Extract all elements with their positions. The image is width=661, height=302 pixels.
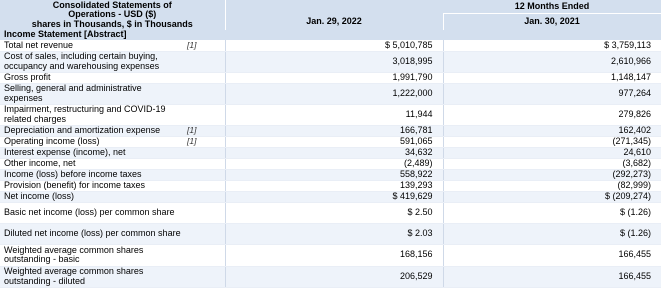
- footnote-ref: [185, 51, 225, 72]
- row-label: Basic net income (loss) per common share: [0, 202, 185, 223]
- table-row: [0, 202, 661, 223]
- row-label: Selling, general and administrative expenses: [0, 83, 185, 104]
- footnote-ref: [185, 266, 225, 287]
- value-2021: (3,682): [443, 158, 661, 169]
- table-row: [0, 72, 661, 83]
- value-2021: (271,345): [443, 136, 661, 147]
- value-2022: 1,222,000: [225, 83, 443, 104]
- value-2021: 166,455: [443, 266, 661, 287]
- value-2022: 206,529: [225, 266, 443, 287]
- value-2022: (2,489): [225, 158, 443, 169]
- footnote-ref: [185, 158, 225, 169]
- period-group-header: 12 Months Ended: [443, 0, 661, 13]
- row-label: Operating income (loss): [0, 136, 185, 147]
- value-2021: $ (1.26): [443, 223, 661, 244]
- value-2022: 1,991,790: [225, 72, 443, 83]
- table-row: [0, 180, 661, 191]
- footnote-ref: [185, 147, 225, 158]
- row-label: Cost of sales, including certain buying, occupancy and warehousing expenses: [0, 51, 185, 72]
- table-row: [0, 104, 661, 125]
- value-2021: 24,610: [443, 147, 661, 158]
- footnote-ref: [185, 244, 225, 266]
- value-2021: $ (1.26): [443, 202, 661, 223]
- table-row: [0, 40, 661, 51]
- value-2022: $ 2.03: [225, 223, 443, 244]
- value-2021: $ (209,274): [443, 191, 661, 202]
- column-header-2021: Jan. 30, 2021: [443, 13, 661, 30]
- value-2022: 166,781: [225, 125, 443, 136]
- table-row: [0, 223, 661, 244]
- column-header-2022: Jan. 29, 2022: [225, 13, 443, 30]
- footnote-ref: [185, 223, 225, 244]
- value-2022: 34,632: [225, 147, 443, 158]
- value-2021: (82,999): [443, 180, 661, 191]
- value-2022: 558,922: [225, 169, 443, 180]
- table-row: [0, 266, 661, 287]
- value-2022: 3,018,995: [225, 51, 443, 72]
- value-2022: $ 419,629: [225, 191, 443, 202]
- value-2021: 977,264: [443, 83, 661, 104]
- table-title: [0, 0, 225, 30]
- row-label: Weighted average common shares outstanding - diluted: [0, 266, 185, 287]
- value-2022: 168,156: [225, 244, 443, 266]
- row-label: Interest expense (income), net: [0, 147, 185, 158]
- row-label: Diluted net income (loss) per common share: [0, 223, 185, 244]
- row-label: Other income, net: [0, 158, 185, 169]
- footnote-ref: [1]: [185, 40, 225, 51]
- table-row: [0, 136, 661, 147]
- row-label: Total net revenue: [0, 40, 185, 51]
- value-2021: 279,826: [443, 104, 661, 125]
- table-row: [0, 83, 661, 104]
- row-label: Income (loss) before income taxes: [0, 169, 185, 180]
- value-2021: 166,455: [443, 244, 661, 266]
- title-line-1: Consolidated Statements of: [52, 0, 172, 10]
- value-2021: (292,273): [443, 169, 661, 180]
- footnote-ref: [185, 202, 225, 223]
- footnote-ref: [185, 72, 225, 83]
- title-line-2: Operations - USD ($): [68, 9, 157, 20]
- row-label: Net income (loss): [0, 191, 185, 202]
- table-row: [0, 191, 661, 202]
- table-row: [0, 147, 661, 158]
- value-2022: $ 5,010,785: [225, 40, 443, 51]
- footnote-ref: [185, 169, 225, 180]
- value-2021: 162,402: [443, 125, 661, 136]
- row-label: Depreciation and amortization expense: [0, 125, 185, 136]
- section-header: Income Statement [Abstract]: [0, 30, 661, 40]
- value-2021: 2,610,966: [443, 51, 661, 72]
- table-row: [0, 125, 661, 136]
- row-label: Weighted average common shares outstanding - basic: [0, 244, 185, 266]
- value-2021: 1,148,147: [443, 72, 661, 83]
- table-row: [0, 51, 661, 72]
- table-row: [0, 244, 661, 266]
- value-2022: 139,293: [225, 180, 443, 191]
- header-blank: [225, 0, 443, 13]
- footnote-ref: [185, 180, 225, 191]
- footnote-ref: [185, 191, 225, 202]
- row-label: Gross profit: [0, 72, 185, 83]
- row-label: Impairment, restructuring and COVID-19 related charges: [0, 104, 185, 125]
- value-2022: 11,944: [225, 104, 443, 125]
- footnote-ref: [1]: [185, 125, 225, 136]
- footnote-ref: [185, 83, 225, 104]
- row-label: Provision (benefit) for income taxes: [0, 180, 185, 191]
- table-row: [0, 158, 661, 169]
- value-2022: $ 2.50: [225, 202, 443, 223]
- footnote-ref: [1]: [185, 136, 225, 147]
- table-row: [0, 169, 661, 180]
- value-2022: 591,065: [225, 136, 443, 147]
- value-2021: $ 3,759,113: [443, 40, 661, 51]
- title-line-3: shares in Thousands, $ in Thousands: [31, 18, 193, 29]
- footnote-ref: [185, 104, 225, 125]
